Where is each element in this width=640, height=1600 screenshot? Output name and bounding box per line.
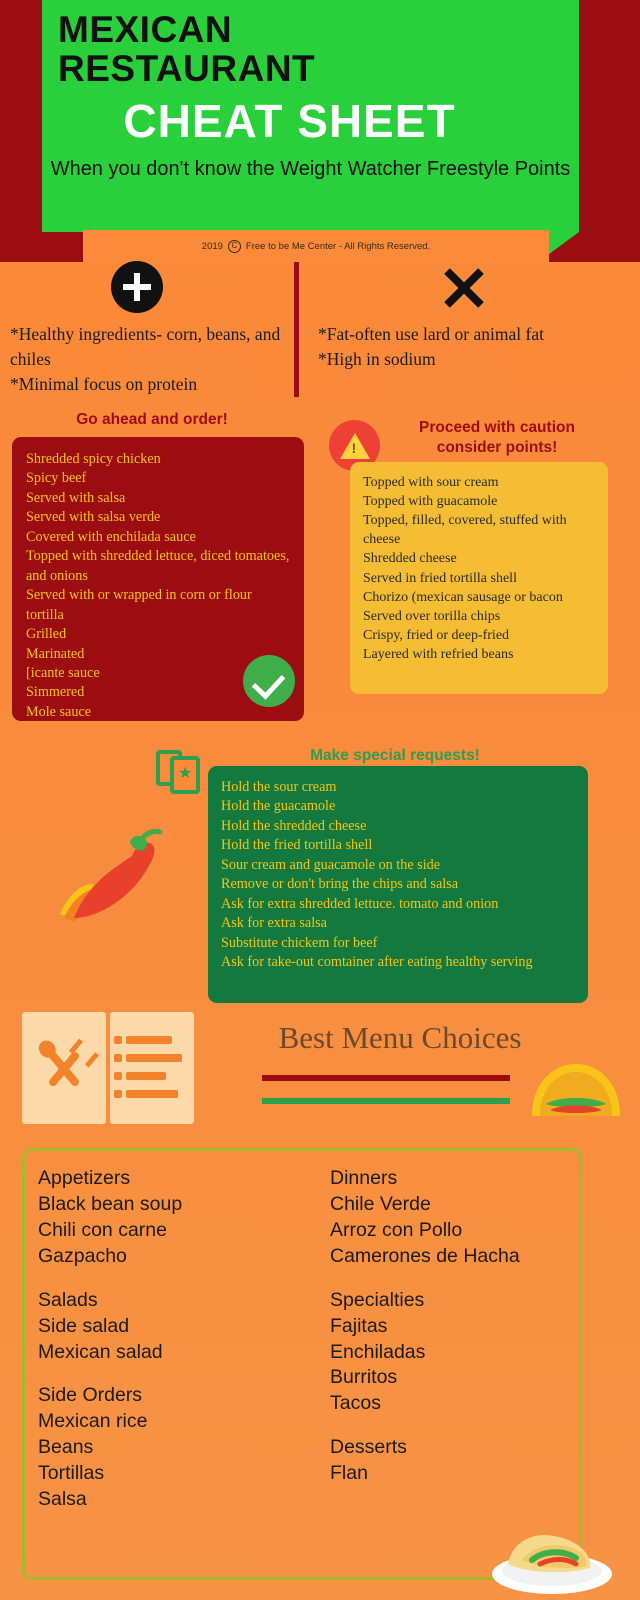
list-item: Mole sauce: [26, 703, 92, 720]
list-item: Simmered: [26, 684, 85, 701]
menu-group: [330, 1288, 580, 1418]
caution-heading: Proceed with caution consider points!: [419, 419, 575, 456]
menu-group: [38, 1383, 298, 1513]
menu-item: Tacos: [330, 1392, 381, 1415]
list-item: Sour cream and guacamole on the side: [221, 856, 441, 873]
list-item: Hold the sour cream: [221, 779, 337, 795]
list-item: Shredded spicy chicken: [26, 451, 161, 467]
list-item: Hold the guacamole: [221, 798, 336, 815]
menu-group: [330, 1166, 580, 1270]
menu-item: Mexican salad: [38, 1340, 163, 1363]
x-mark-icon: [437, 262, 491, 314]
menu-item: Flan: [330, 1462, 368, 1485]
pros-list: [10, 322, 282, 397]
go-ahead-heading: Go ahead and order!: [76, 411, 228, 428]
menu-item: Arroz con Pollo: [330, 1218, 463, 1241]
list-item: Served in fried tortilla shell: [363, 570, 517, 586]
list-item: Layered with refried beans: [363, 646, 514, 662]
menu-item: Black bean soup: [38, 1192, 183, 1215]
list-item: Grilled: [26, 626, 67, 643]
vertical-divider: [294, 262, 299, 397]
cons-item: *Fat-often use lard or animal fat: [318, 324, 544, 344]
title-line-1: MEXICAN: [58, 9, 233, 50]
list-item: Topped with sour cream: [363, 475, 499, 490]
menu-group-heading: Desserts: [330, 1436, 407, 1459]
list-item: Remove or don't bring the chips and salsa: [221, 876, 458, 893]
list-item: Spicy beef: [26, 470, 87, 487]
menu-column-right: [330, 1166, 580, 1505]
page-title: [58, 10, 315, 88]
menu-group-heading: Salads: [38, 1288, 98, 1311]
list-item: Served with salsa verde: [26, 509, 161, 526]
list-item: Substitute chickem for beef: [221, 934, 378, 951]
page-subtitle: When you don't know the Weight Watcher Freestyle Points: [50, 158, 571, 180]
burrito-plate-icon: [488, 1516, 616, 1596]
cons-list: [318, 322, 608, 372]
list-item: Ask for take-out comtainer after eating healthy serving: [221, 954, 533, 971]
menu-item: Tortillas: [38, 1462, 105, 1485]
list-item: Topped with guacamole: [363, 494, 498, 510]
special-requests-heading: Make special requests!: [310, 747, 480, 764]
list-item: [icante sauce: [26, 664, 100, 681]
list-item: Served over torilla chips: [363, 608, 501, 624]
divider-red: [262, 1075, 510, 1081]
special-requests-panel: [208, 766, 588, 1003]
menu-group-heading: Dinners: [330, 1167, 398, 1189]
menu-group: [38, 1166, 298, 1270]
list-item: Hold the shredded cheese: [221, 817, 367, 834]
caution-panel: [350, 462, 608, 694]
chili-pepper-icon: [48, 822, 168, 932]
cons-item: *High in sodium: [318, 348, 436, 369]
list-item: Topped, filled, covered, stuffed with cheese: [363, 513, 567, 548]
plus-circle-icon: [111, 261, 163, 313]
pros-item: *Minimal focus on protein: [10, 373, 198, 394]
menu-item: Gazpacho: [38, 1244, 127, 1267]
menu-item: Mexican rice: [38, 1410, 148, 1433]
copyright-bar: [83, 230, 549, 262]
menu-item: Burritos: [330, 1366, 398, 1389]
menu-group: [38, 1288, 298, 1366]
page-title-big: CHEAT SHEET: [123, 95, 456, 147]
divider-green: [262, 1098, 510, 1104]
clipboard-star-icon: ★: [156, 744, 202, 796]
menu-item: Enchiladas: [330, 1340, 426, 1363]
list-item: Hold the fried tortilla shell: [221, 837, 373, 854]
menu-item: Chile Verde: [330, 1192, 431, 1215]
list-item: Chorizo (mexican sausage or bacon: [363, 589, 563, 605]
copyright-text: Free to be Me Center - All Rights Reserved.: [245, 240, 431, 252]
menu-item: Fajitas: [330, 1314, 388, 1337]
menu-group-heading: Side Orders: [38, 1384, 143, 1407]
menu-group-heading: Appetizers: [38, 1167, 131, 1189]
open-menu-book-icon: [22, 1012, 192, 1134]
list-item: Shredded cheese: [363, 551, 457, 567]
best-menu-title: Best Menu Choices: [278, 1020, 522, 1055]
list-item: Covered with enchilada sauce: [26, 528, 196, 545]
menu-group: [330, 1435, 580, 1487]
menu-column-left: [38, 1166, 298, 1531]
pros-item: *Healthy ingredients- corn, beans, and chiles: [10, 324, 281, 369]
list-item: Crispy, fried or deep-fried: [363, 627, 510, 643]
list-item: Ask for extra salsa: [221, 915, 327, 932]
menu-group-heading: Specialties: [330, 1288, 425, 1311]
special-requests-list: [221, 778, 575, 973]
menu-item: Side salad: [38, 1314, 130, 1337]
list-item: Served with or wrapped in corn or flour tortilla: [26, 587, 252, 623]
copyright-year: 2019: [201, 240, 223, 252]
list-item: Ask for extra shredded lettuce. tomato and onion: [221, 895, 499, 912]
check-circle-icon: [243, 655, 295, 707]
header-band: [0, 0, 640, 262]
menu-item: Camerones de Hacha: [330, 1244, 520, 1267]
menu-item: Beans: [38, 1436, 94, 1459]
menu-item: Salsa: [38, 1488, 87, 1511]
title-line-2: RESTAURANT: [58, 48, 316, 90]
caution-list: [363, 473, 595, 664]
list-item: Served with salsa: [26, 489, 126, 506]
list-item: Marinated: [26, 645, 85, 662]
list-item: Topped with shredded lettuce, diced tomatoes, and onions: [26, 548, 290, 584]
copyright-icon: C: [228, 240, 241, 253]
taco-icon: [528, 1060, 624, 1122]
menu-item: Chili con carne: [38, 1218, 167, 1241]
